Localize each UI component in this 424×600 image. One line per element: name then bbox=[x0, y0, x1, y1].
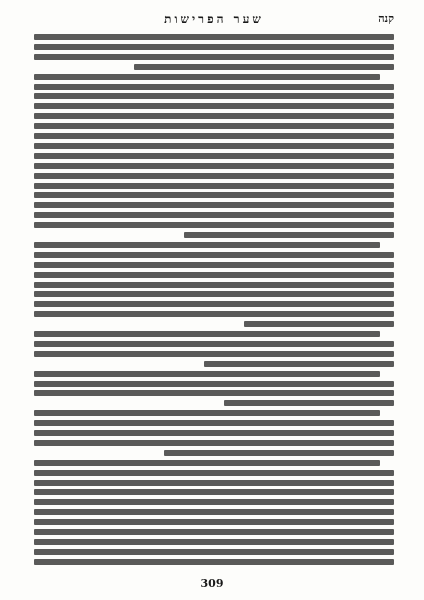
text-line bbox=[224, 400, 394, 406]
text-line bbox=[34, 84, 394, 90]
text-line bbox=[164, 450, 394, 456]
text-line bbox=[34, 341, 394, 347]
text-line bbox=[34, 173, 394, 179]
text-line bbox=[34, 559, 394, 565]
text-line bbox=[34, 252, 394, 258]
text-line bbox=[34, 529, 394, 535]
text-line bbox=[34, 291, 394, 297]
text-line bbox=[34, 183, 394, 189]
text-line bbox=[34, 410, 380, 416]
text-line bbox=[34, 163, 394, 169]
text-line bbox=[34, 192, 394, 198]
text-line bbox=[34, 351, 394, 357]
text-line bbox=[34, 301, 394, 307]
text-line bbox=[184, 232, 394, 238]
text-line bbox=[34, 242, 380, 248]
text-line bbox=[34, 93, 394, 99]
text-line bbox=[34, 222, 394, 228]
text-line bbox=[34, 509, 394, 515]
text-line bbox=[34, 539, 394, 545]
running-head: שער הפרישות bbox=[164, 12, 264, 26]
text-line bbox=[34, 371, 380, 377]
text-line bbox=[34, 262, 394, 268]
text-line bbox=[244, 321, 394, 327]
text-line bbox=[34, 113, 394, 119]
text-line bbox=[34, 143, 394, 149]
text-line bbox=[34, 202, 394, 208]
text-line bbox=[34, 381, 394, 387]
text-line bbox=[34, 549, 394, 555]
text-line bbox=[34, 282, 394, 288]
body-text bbox=[34, 34, 394, 570]
text-line bbox=[34, 420, 394, 426]
text-line bbox=[34, 103, 394, 109]
text-line bbox=[34, 440, 394, 446]
hebrew-folio: קנה bbox=[378, 12, 394, 25]
text-line bbox=[34, 133, 394, 139]
text-line bbox=[34, 212, 394, 218]
text-line bbox=[34, 311, 394, 317]
text-line bbox=[34, 153, 394, 159]
text-line bbox=[34, 460, 380, 466]
text-line bbox=[34, 272, 394, 278]
text-line bbox=[34, 44, 394, 50]
text-line bbox=[34, 331, 380, 337]
text-line bbox=[34, 54, 394, 60]
text-line bbox=[34, 34, 394, 40]
text-line bbox=[34, 123, 394, 129]
text-line bbox=[34, 489, 394, 495]
page-number: 309 bbox=[200, 577, 224, 590]
text-line bbox=[134, 64, 394, 70]
text-line bbox=[34, 470, 394, 476]
text-line bbox=[204, 361, 394, 367]
text-line bbox=[34, 499, 394, 505]
text-line bbox=[34, 519, 394, 525]
text-line bbox=[34, 430, 394, 436]
page-header bbox=[34, 12, 394, 30]
text-line bbox=[34, 390, 394, 396]
text-line bbox=[34, 480, 394, 486]
text-line bbox=[34, 74, 380, 80]
